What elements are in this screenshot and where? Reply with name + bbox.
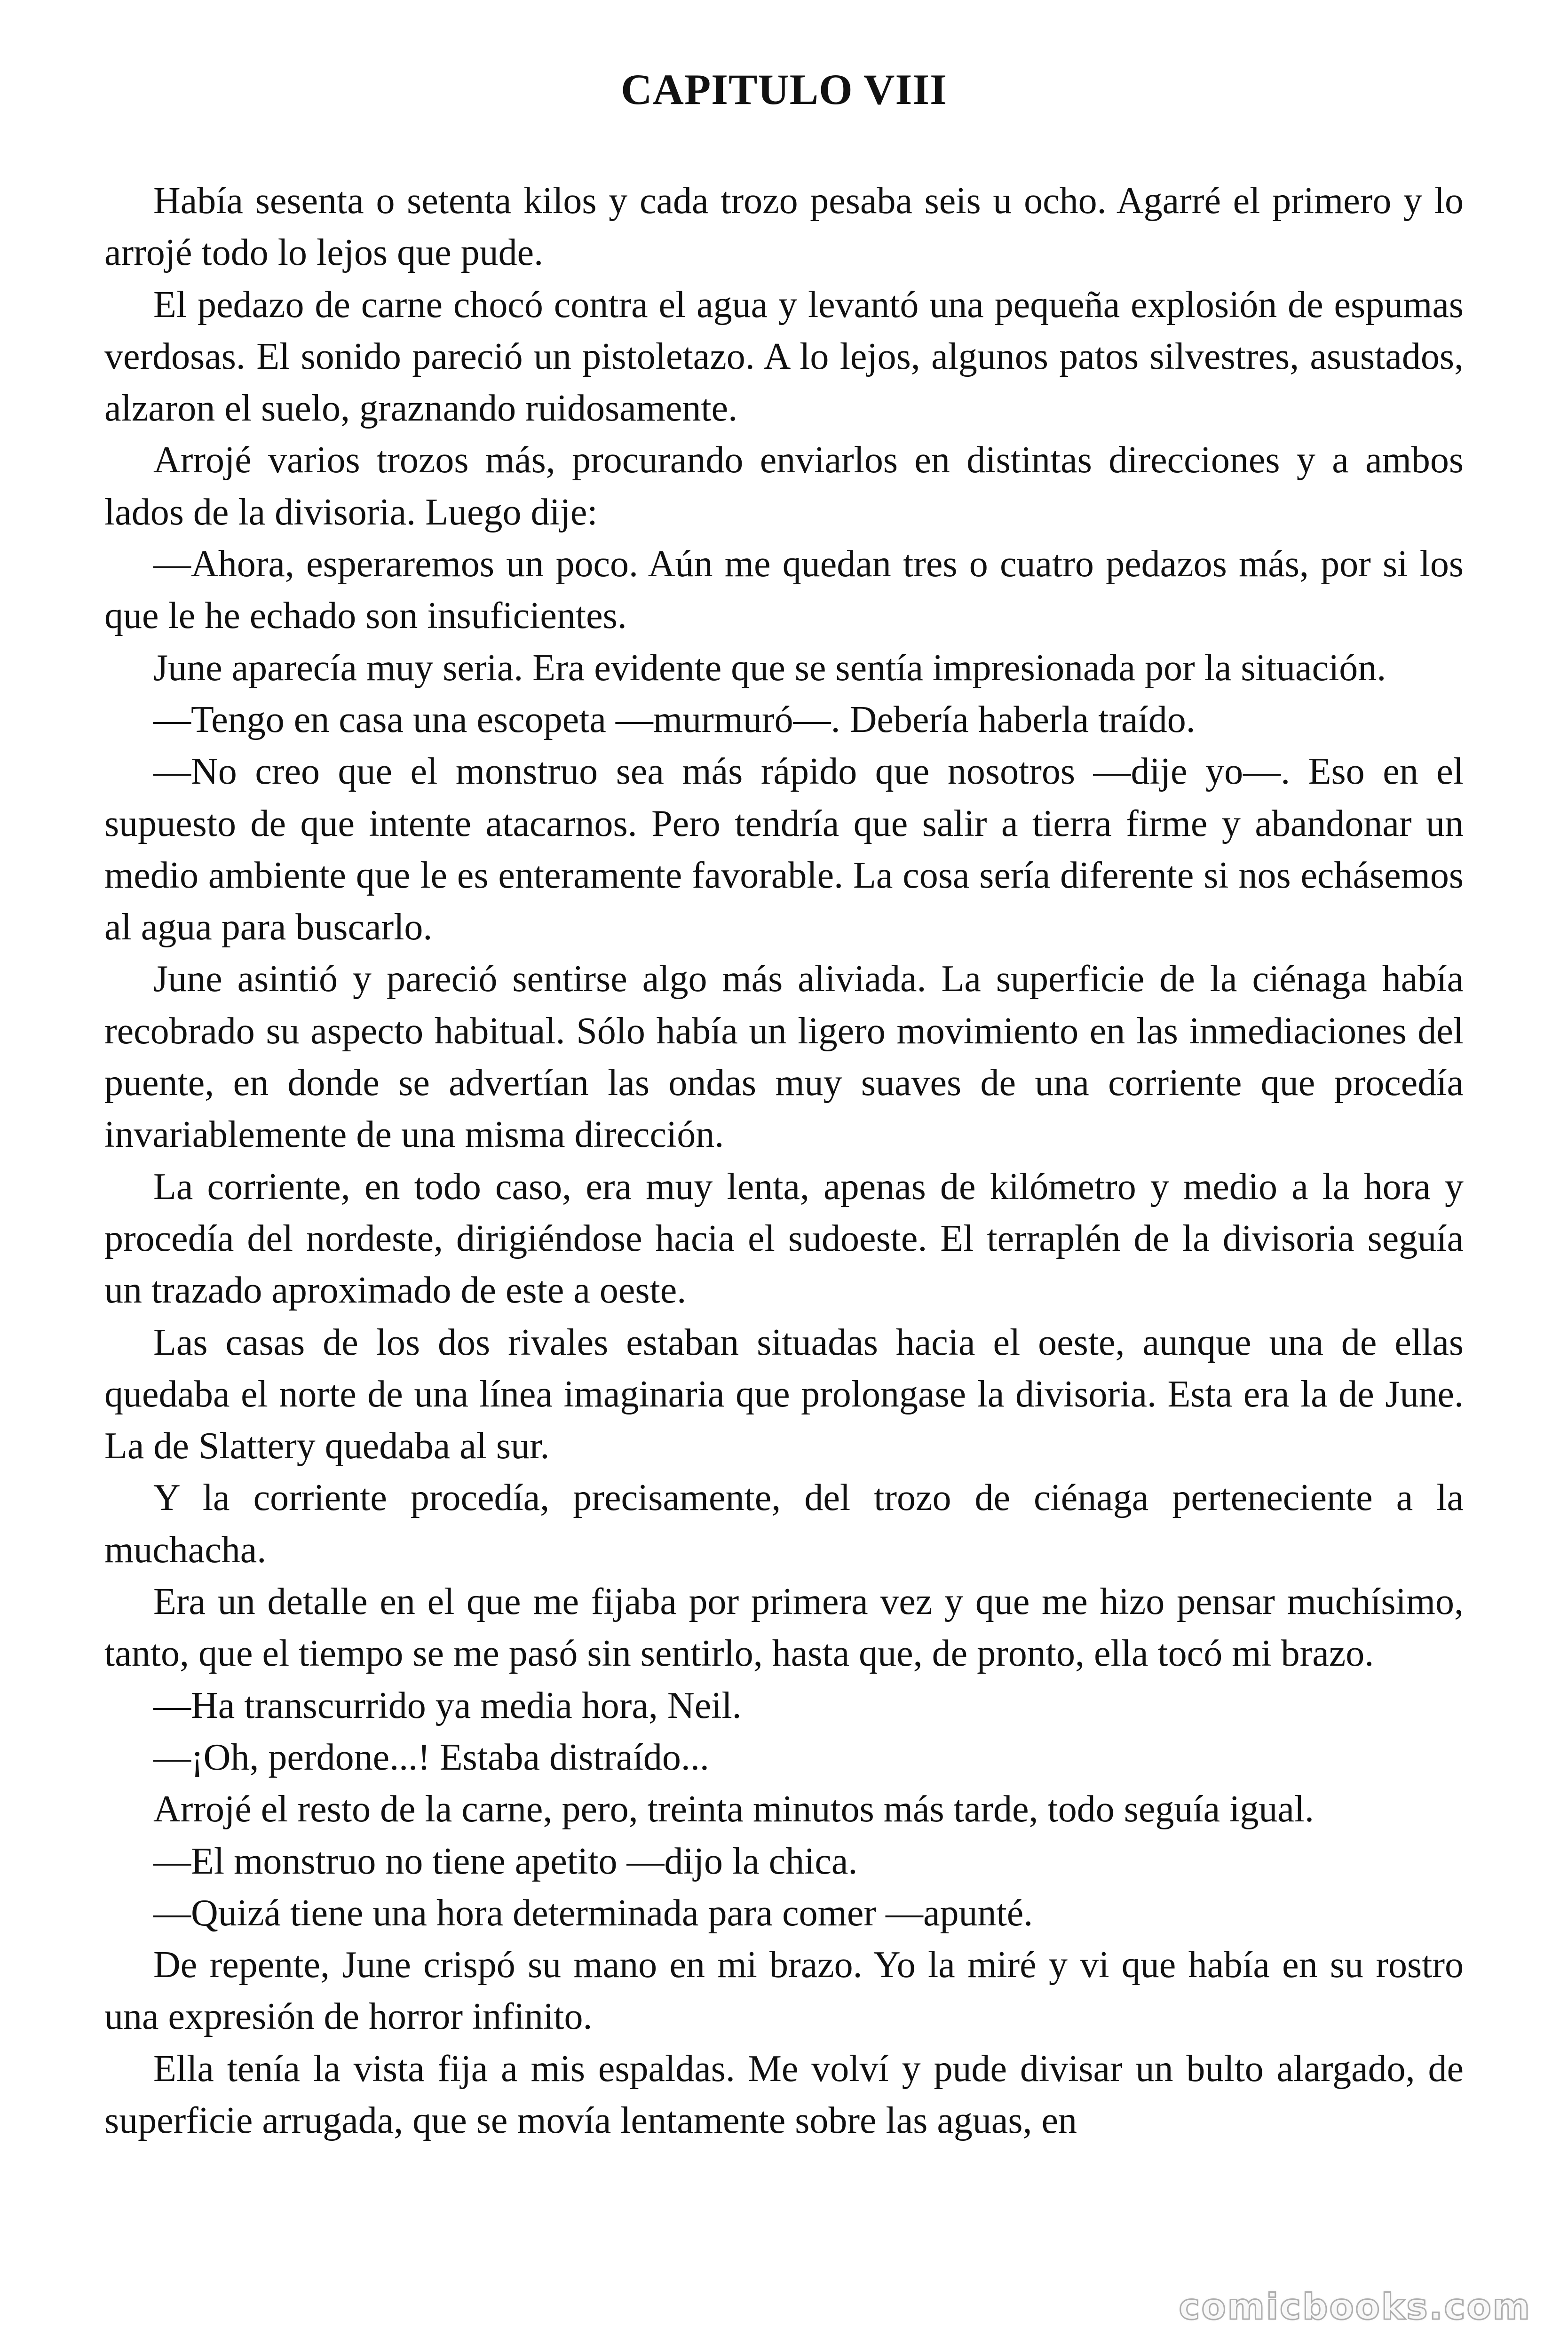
paragraph: Ella tenía la vista fija a mis espaldas. Me volví y pude divisar un bulto alargado, de superficie arrugada, que se movía lentamente sobre las aguas, en [104,2048,1464,2141]
paragraph: El pedazo de carne chocó contra el agua y levantó una pequeña explosión de espumas verdosas. El sonido pareció un pistoletazo. A lo lejos, algunos patos silvestres, asustados, alzaron el suelo, graznando ruidosamente. [104,284,1464,429]
paragraph: June aparecía muy seria. Era evidente que se sentía impresionada por la situación. [153,647,1386,689]
paragraph: —¡Oh, perdone...! Estaba distraído... [153,1736,709,1778]
chapter-title: CAPITULO VIII [621,65,947,113]
paragraph: —Tengo en casa una escopeta —murmuró—. Debería haberla traído. [153,699,1196,740]
paragraph: —Ahora, esperaremos un poco. Aún me quedan tres o cuatro pedazos más, por si los que le he echado son insuficientes. [104,543,1464,637]
paragraph: Era un detalle en el que me fijaba por primera vez y que me hizo pensar muchísimo, tanto, que el tiempo se me pasó sin sentirlo, hasta que, de pronto, ella tocó mi brazo. [104,1581,1464,1675]
watermark: comicbooks.com [1179,2286,1531,2328]
paragraph: —Ha transcurrido ya media hora, Neil. [153,1685,742,1726]
chapter-body [104,175,1464,2146]
paragraph: Había sesenta o setenta kilos y cada trozo pesaba seis u ocho. Agarré el primero y lo arrojé todo lo lejos que pude. [104,180,1464,274]
paragraph: La corriente, en todo caso, era muy lenta, apenas de kilómetro y medio a la hora y procedía del nordeste, dirigiéndose hacia el sudoeste. El terraplén de la divisoria seguía un trazado aproximado de este a oeste. [104,1166,1464,1311]
paragraph: Arrojé el resto de la carne, pero, treinta minutos más tarde, todo seguía igual. [153,1788,1315,1830]
paragraph: Las casas de los dos rivales estaban situadas hacia el oeste, aunque una de ellas quedaba el norte de una línea imaginaria que prolongase la divisoria. Esta era la de June. La de Slattery quedaba al sur. [104,1321,1464,1467]
paragraph: —El monstruo no tiene apetito —dijo la chica. [153,1840,858,1882]
paragraph: De repente, June crispó su mano en mi brazo. Yo la miré y vi que había en su rostro una expresión de horror infinito. [104,1944,1464,2038]
paragraph: Y la corriente procedía, precisamente, del trozo de ciénaga perteneciente a la muchacha. [104,1477,1464,1571]
paragraph: June asintió y pareció sentirse algo más aliviada. La superficie de la ciénaga había recobrado su aspecto habitual. Sólo había un ligero movimiento en las inmediaciones del puente, en donde se advertían las ondas muy suaves de una corriente que procedía invariablemente de una misma dirección. [104,958,1464,1156]
paragraph: Arrojé varios trozos más, procurando enviarlos en distintas direcciones y a ambos lados de la divisoria. Luego dije: [104,439,1464,533]
paragraph: —Quizá tiene una hora determinada para comer —apunté. [153,1892,1033,1934]
paragraph: —No creo que el monstruo sea más rápido que nosotros —dije yo—. Eso en el supuesto de que intente atacarnos. Pero tendría que salir a tierra firme y abandonar un medio ambiente que le es enteramente favorable. La cosa sería diferente si nos echásemos al agua para buscarlo. [104,751,1464,948]
